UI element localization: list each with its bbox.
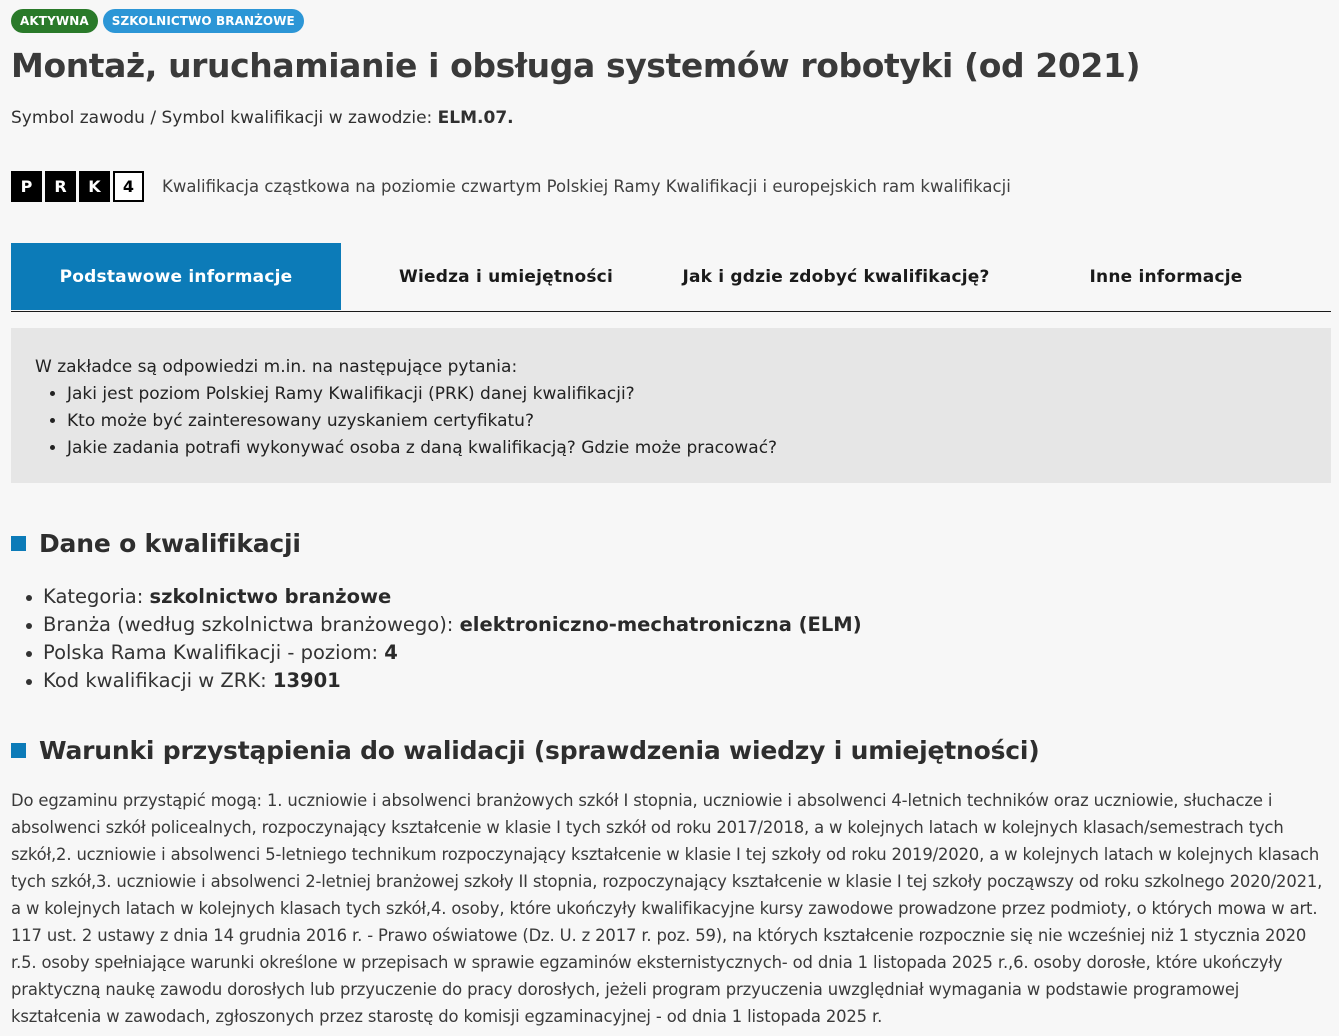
fact-label: Kategoria: xyxy=(43,585,150,608)
tab-inne-informacje[interactable]: Inne informacje xyxy=(1089,266,1243,287)
section-warunki-title: Warunki przystąpienia do walidacji (sprawdzenia wiedzy i umiejętności) xyxy=(39,736,1040,765)
fact-item xyxy=(43,639,862,667)
tab-bar xyxy=(11,243,1331,312)
prk-letter-r: R xyxy=(45,171,76,202)
fact-label: Branża (według szkolnictwa branżowego): xyxy=(43,613,460,636)
tab-info-box xyxy=(11,328,1331,483)
prk-level-row xyxy=(11,171,1011,202)
tab-wiedza-i-umiejetnosci[interactable]: Wiedza i umiejętności xyxy=(399,266,613,287)
section-dane-title: Dane o kwalifikacji xyxy=(39,529,301,558)
info-question: • Jaki jest poziom Polskiej Ramy Kwalifikacji (PRK) danej kwalifikacji? xyxy=(67,381,1307,408)
info-question: • Jakie zadania potrafi wykonywać osoba z daną kwalifikacją? Gdzie może pracować? xyxy=(67,435,1307,462)
status-badge: AKTYWNA xyxy=(11,9,98,33)
section-dane-heading xyxy=(11,529,301,558)
symbol-label: Symbol zawodu / Symbol kwalifikacji w zawodzie: xyxy=(11,108,438,128)
fact-item xyxy=(43,583,862,611)
section-marker-icon xyxy=(11,743,26,758)
prk-letter-k: K xyxy=(79,171,110,202)
prk-description: Kwalifikacja cząstkowa na poziomie czwartym Polskiej Ramy Kwalifikacji i europejskich ram kwalifikacji xyxy=(162,177,1011,196)
badge-row xyxy=(11,9,304,33)
fact-item xyxy=(43,667,862,695)
prk-level-box: 4 xyxy=(113,171,144,202)
category-badge: SZKOLNICTWO BRANŻOWE xyxy=(103,9,304,33)
symbol-value: ELM.07. xyxy=(437,108,514,128)
info-question: • Kto może być zainteresowany uzyskaniem certyfikatu? xyxy=(67,408,1307,435)
qualification-facts xyxy=(43,583,862,695)
page-title: Montaż, uruchamianie i obsługa systemów robotyki (od 2021) xyxy=(11,46,1141,85)
fact-value: elektroniczno-mechatroniczna (ELM) xyxy=(459,613,862,636)
fact-label: Polska Rama Kwalifikacji - poziom: xyxy=(43,641,385,664)
qualification-symbol xyxy=(11,108,514,128)
warunki-text: Do egzaminu przystąpić mogą: 1. uczniowie i absolwenci branżowych szkół I stopnia, uczniowie i absolwenci 4-letnich techników oraz uczniowie, słuchacze i absolwenci szkół policealnych, rozpoczynający kształcenie w klasie I tych szkół od roku 2017/2018, a w kolejnych latach w kolejnych klasach/semestrach tych szkół,2. uczniowie i absolwenci 5-letniego technikum rozpoczynający kształcenie w klasie I tej szkoły od roku 2019/2020, a w kolejnych latach w kolejnych klasach tych szkół,3. uczniowie i absolwenci 2-letniej branżowej szkoły II stopnia, rozpoczynający kształcenie w klasie I tej szkoły począwszy od roku szkolnego 2020/2021, a w kolejnych latach w kolejnych klasach tych szkół,4. osoby, które ukończyły kwalifikacyjne kursy zawodowe prowadzone przez podmioty, o których mowa w art. 117 ust. 2 ustawy z dnia 14 grudnia 2016 r. - Prawo oświatowe (Dz. U. z 2017 r. poz. 59), na których kształcenie rozpocznie się nie wcześniej niż 1 stycznia 2020 r.5. osoby spełniające warunki określone w przepisach w sprawie egzaminów eksternistycznych- od dnia 1 listopada 2025 r.,6. osoby dorosłe, które ukończyły praktyczną naukę zawodu dorosłych lub przyuczenie do pracy dorosłych, jeżeli program przyuczenia uwzględniał wymagania w podstawie programowej kształcenia w zawodach, zgłoszonych przez starostę do komisji egzaminacyjnej - od dnia 1 listopada 2025 r. xyxy=(11,791,1323,1026)
fact-value: 4 xyxy=(384,641,398,664)
fact-value: 13901 xyxy=(272,669,341,692)
info-questions-list xyxy=(67,381,1307,462)
tab-podstawowe-informacje[interactable]: Podstawowe informacje xyxy=(11,243,341,310)
tab-jak-i-gdzie-zdobyc[interactable]: Jak i gdzie zdobyć kwalifikację? xyxy=(682,266,990,287)
fact-value: szkolnictwo branżowe xyxy=(149,585,392,608)
prk-letter-p: P xyxy=(11,171,42,202)
section-marker-icon xyxy=(11,536,26,551)
fact-item xyxy=(43,611,862,639)
fact-label: Kod kwalifikacji w ZRK: xyxy=(43,669,273,692)
info-intro: W zakładce są odpowiedzi m.in. na następujące pytania: xyxy=(35,357,518,377)
section-warunki-heading xyxy=(11,736,1040,765)
